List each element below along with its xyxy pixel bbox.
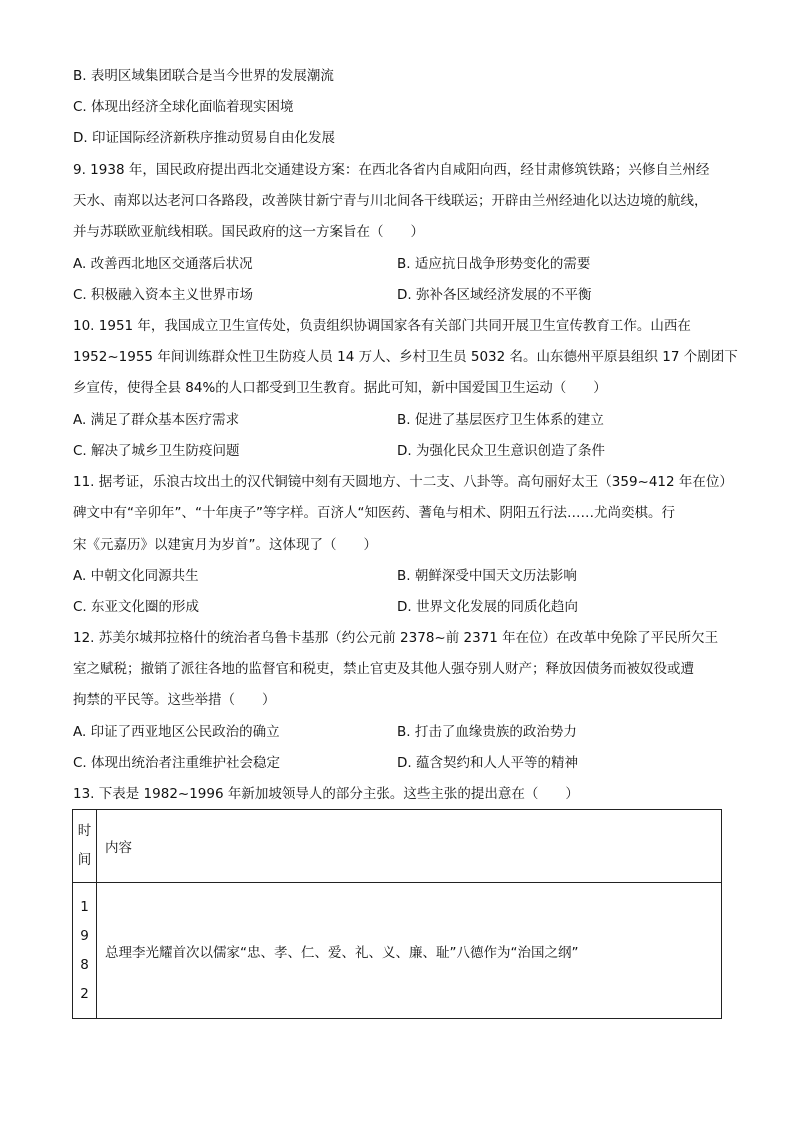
row-time-digit: 9 [80, 927, 89, 944]
row-time-cell [73, 883, 97, 1019]
q9-stem-line-3: 并与苏联欧亚航线相联。国民政府的这一方案旨在（ ） [73, 224, 424, 240]
q12-option-c: C. 体现出统治者注重维护社会稳定 [73, 755, 281, 771]
q8-option-d: D. 印证国际经济新秩序推动贸易自由化发展 [73, 130, 335, 146]
row-time-digit: 8 [80, 956, 89, 973]
header-time-cell [73, 810, 97, 883]
q11-stem-line-3: 宋《元嘉历》以建寅月为岁首”。这体现了（ ） [73, 537, 377, 553]
q12-option-a: A. 印证了西亚地区公民政治的确立 [73, 724, 280, 740]
row-time-digit: 2 [80, 985, 89, 1002]
q11-option-b: B. 朝鲜深受中国天文历法影响 [397, 568, 577, 584]
header-time-char: 时 [77, 823, 92, 840]
q11-option-a: A. 中朝文化同源共生 [73, 568, 199, 584]
q9-stem-line-1: 9. 1938 年，国民政府提出西北交通建设方案：在西北各省内自咸阳向西，经甘肃修筑铁路；兴修自兰州经 [73, 162, 710, 178]
row-content-cell [97, 883, 722, 1019]
q12-stem-line-2: 室之赋税；撤销了派往各地的监督官和税吏，禁止官吏及其他人强夺别人财产；释放因债务而被奴役或遭 [73, 661, 694, 677]
q11-stem-line-2: 碑文中有“辛卯年”、“十年庚子”等字样。百济人“知医药、蓍龟与相术、阴阳五行法……尤尚奕棋。行 [73, 505, 675, 521]
row-content-text: 总理李光耀首次以儒家“忠、孝、仁、爱、礼、义、廉、耻”八德作为“治国之纲” [105, 944, 579, 961]
q9-option-a: A. 改善西北地区交通落后状况 [73, 256, 253, 272]
q11-stem-line-1: 11. 据考证，乐浪古坟出土的汉代铜镜中刻有天圆地方、十二支、八卦等。高句丽好太王（359~412 年在位） [73, 474, 733, 490]
q9-option-b: B. 适应抗日战争形势变化的需要 [397, 256, 591, 272]
header-time-char: 间 [77, 852, 92, 869]
q9-option-c: C. 积极融入资本主义世界市场 [73, 287, 254, 303]
q13-stem: 13. 下表是 1982~1996 年新加坡领导人的部分主张。这些主张的提出意在（ ） [73, 786, 579, 802]
q10-option-b: B. 促进了基层医疗卫生体系的建立 [397, 412, 604, 428]
header-content-cell [97, 810, 722, 883]
table-row [73, 883, 722, 1019]
q10-option-a: A. 满足了群众基本医疗需求 [73, 412, 240, 428]
row-time-digit: 1 [80, 898, 89, 915]
q11-option-d: D. 世界文化发展的同质化趋向 [397, 599, 578, 615]
q10-option-c: C. 解决了城乡卫生防疫问题 [73, 443, 240, 459]
q11-option-c: C. 东亚文化圈的形成 [73, 599, 200, 615]
table-header-row [73, 810, 722, 883]
q9-stem-line-2: 天水、南郑以达老河口各路段，改善陕甘新宁青与川北间各干线联运；开辟由兰州经迪化以达边境的航线， [73, 193, 708, 209]
q8-option-b: B. 表明区域集团联合是当今世界的发展潮流 [73, 68, 334, 84]
header-time-vertical [73, 817, 96, 875]
row-time-vertical [73, 893, 96, 1009]
header-content-label: 内容 [105, 840, 132, 857]
q10-stem-line-3: 乡宣传，使得全县 84%的人口都受到卫生教育。据此可知，新中国爱国卫生运动（ ） [73, 380, 607, 396]
q9-option-d: D. 弥补各区域经济发展的不平衡 [397, 287, 592, 303]
q10-stem-line-1: 10. 1951 年，我国成立卫生宣传处，负责组织协调国家各有关部门共同开展卫生宣传教育工作。山西在 [73, 318, 691, 334]
q12-option-b: B. 打击了血缘贵族的政治势力 [397, 724, 577, 740]
q8-option-c: C. 体现出经济全球化面临着现实困境 [73, 99, 294, 115]
q10-stem-line-2: 1952~1955 年间训练群众性卫生防疫人员 14 万人、乡村卫生员 5032 名。山东德州平原县组织 17 个剧团下 [73, 349, 738, 365]
q12-option-d: D. 蕴含契约和人人平等的精神 [397, 755, 578, 771]
q12-stem-line-3: 拘禁的平民等。这些举措（ ） [73, 692, 276, 708]
q12-stem-line-1: 12. 苏美尔城邦拉格什的统治者乌鲁卡基那（约公元前 2378~前 2371 年在位）在改革中免除了平民所欠王 [73, 630, 719, 646]
q10-option-d: D. 为强化民众卫生意识创造了条件 [397, 443, 605, 459]
q13-table [72, 809, 722, 1019]
